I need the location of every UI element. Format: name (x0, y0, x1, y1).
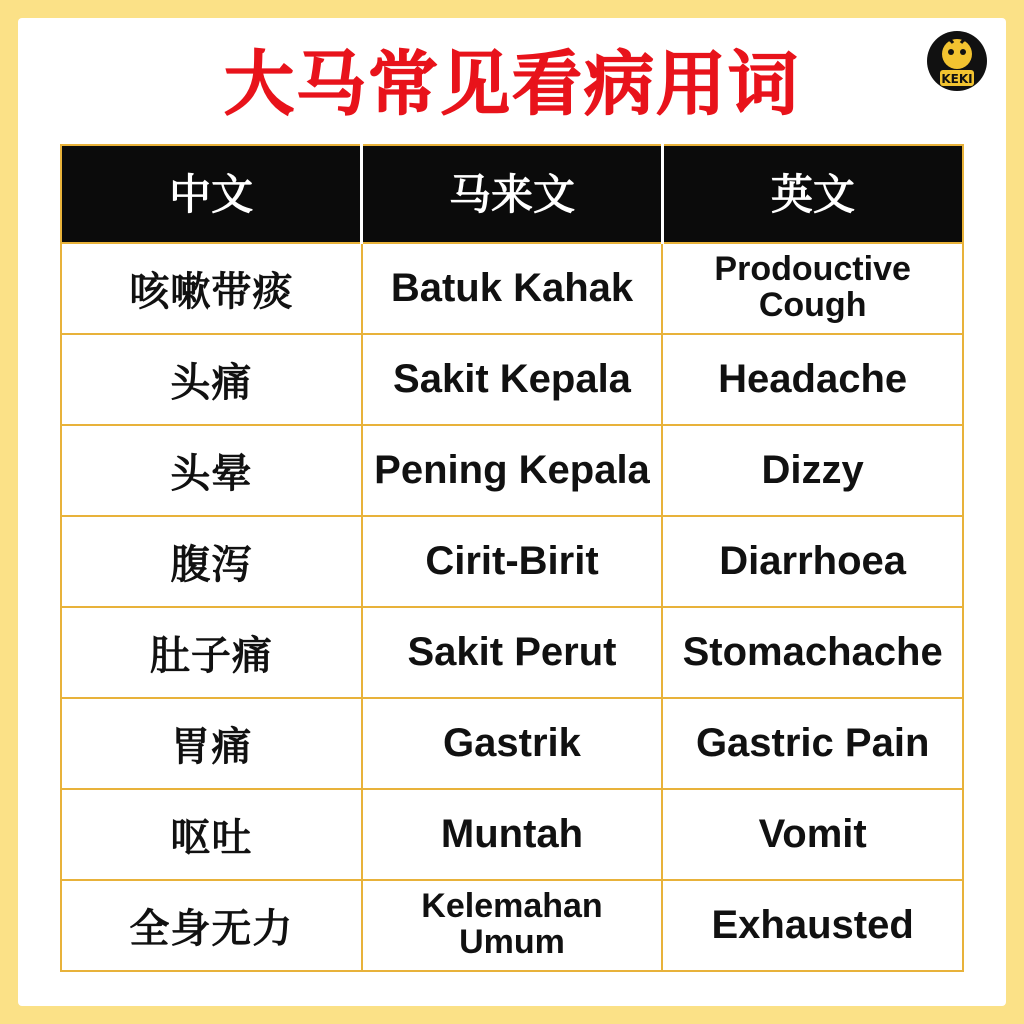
cell-chinese: 肚子痛 (61, 607, 362, 698)
table-row (61, 334, 963, 425)
svg-text:KEKI: KEKI (941, 72, 973, 86)
table-row (61, 789, 963, 880)
table-row (61, 698, 963, 789)
cell-english: Prodouctive Cough (662, 243, 963, 334)
column-header-english: 英文 (662, 145, 963, 243)
brand-logo (922, 26, 992, 96)
cell-malay: Sakit Perut (362, 607, 663, 698)
keki-logo-icon (926, 30, 988, 92)
cell-english: Stomachache (662, 607, 963, 698)
cell-malay: Sakit Kepala (362, 334, 663, 425)
vocabulary-table (60, 144, 964, 972)
poster-card (18, 18, 1006, 1006)
cell-malay: Pening Kepala (362, 425, 663, 516)
cell-malay: Gastrik (362, 698, 663, 789)
cell-english: Dizzy (662, 425, 963, 516)
table-header (61, 145, 963, 243)
cell-english: Gastric Pain (662, 698, 963, 789)
column-header-chinese: 中文 (61, 145, 362, 243)
cell-malay: Kelemahan Umum (362, 880, 663, 971)
cell-chinese: 腹泻 (61, 516, 362, 607)
cell-chinese: 全身无力 (61, 880, 362, 971)
cell-chinese: 头痛 (61, 334, 362, 425)
table-row (61, 425, 963, 516)
cell-chinese: 胃痛 (61, 698, 362, 789)
page-title: 大马常见看病用词 (224, 43, 800, 125)
column-header-malay: 马来文 (362, 145, 663, 243)
cell-malay: Batuk Kahak (362, 243, 663, 334)
table-row (61, 243, 963, 334)
cell-chinese: 头晕 (61, 425, 362, 516)
table-header-row (61, 145, 963, 243)
table-row (61, 880, 963, 971)
cell-english: Exhausted (662, 880, 963, 971)
cell-chinese: 咳嗽带痰 (61, 243, 362, 334)
cell-english: Diarrhoea (662, 516, 963, 607)
cell-chinese: 呕吐 (61, 789, 362, 880)
table-row (61, 516, 963, 607)
table-row (61, 607, 963, 698)
cell-malay: Cirit-Birit (362, 516, 663, 607)
cell-malay: Muntah (362, 789, 663, 880)
cell-english: Vomit (662, 789, 963, 880)
table-body (61, 243, 963, 971)
cell-english: Headache (662, 334, 963, 425)
